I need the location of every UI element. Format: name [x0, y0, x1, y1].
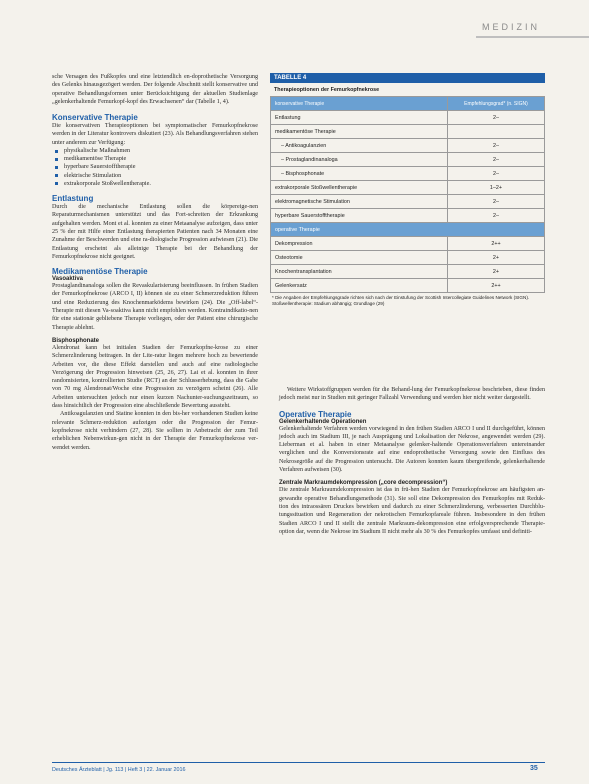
table-row: elektromagnetische Stimulation 2– — [271, 195, 545, 209]
vasoaktiva-paragraph: Prostaglandinanaloga sollen die Revaskularisierung beeinflussen. In frühen Stadien der Femurkopfnekrose (ARCO I, II) können sie zu einer Schmerzreduktion führen und eine Reduzierung des Knochenmarködems bewirken (24). Die „Off-label“-Therapie mit diesen Va-soaktiva kann nicht empfohlen werden. Kontraindikatio-nen für eine stationär gebliebene Therapie vorliegen, oder der Patient eine chirurgische Therapie ablehnt. — [52, 283, 258, 331]
subheading-zentrale-markraumdekompression: Zentrale Markraumdekompression („core decompression“) — [279, 480, 448, 487]
list-item: extrakorporale Stoßwellentherapie. — [52, 180, 258, 188]
table-row: medikamentöse Therapie — [271, 125, 545, 139]
table-row: – Prostaglandinanaloga 2– — [271, 153, 545, 167]
subheading-gelenkerhaltende-operationen: Gelenkerhaltende Operationen — [279, 418, 367, 425]
page-number: 35 — [530, 765, 538, 772]
markraumdekompression-paragraph: Die zentrale Markraumdekompression ist das in frü-hen Stadien der Femurkopfnekrose am häufigsten an-gewandte operative Behandlungsmethode (31). Sie soll eine Dekompression des Femurkopfes mit Reduk-tion des intraossären Druckes bewirken und dadurch zu einer Schmerzlinderung, verbesserten Durchblu-tungssituation und Regeneration der nekrotischen Femurkopfareale führen. Insbesondere in den frühen Stadien ARCO I und II stellt die zentrale Markraum-dekompression eine erfolgversprechende Therapie-option dar, wenn die Nekrose im Stadium II nicht mehr als 30 % des Femurkopfes umfasst und definiti- — [279, 487, 545, 535]
heading-konservative-therapie: Konservative Therapie — [52, 113, 138, 123]
table-header-row — [271, 97, 545, 111]
list-item: hyperbare Sauerstofftherapie — [52, 163, 258, 171]
intro-paragraph: sche Versagen des Fußkopfes und eine letztendlich en-doprothetische Versorgung des Gelenks hinausgezögert werden. Der folgende Abschnitt stellt konservative und operative Behandlungsformen unter Berücksichtigung der aktuellen Studienlage „gelenkerhaltende Femurkopf-kopf des Erwachsenen“ dar (Tabelle 1, 4). — [52, 74, 258, 105]
entlastung-paragraph: Durch die mechanische Entlastung sollen die körpereige-nen Reparaturmechanismen unterstützt und das Fort-schreiten der Erkrankung aufgehalten werden. Mont et al. konnten zu einer Metaanalyse aufzeigen, dass unter 25 % der mit Hilfe einer Entlastung therapierten Patienten nach 34 Monaten eine Zunahme der Beschwerden und eine ra-diologische Progression aufwiesen (21). Die Entlastung erscheint als alleinige Therapie bei der Behandlung der Femurkopfnekrose nicht geeignet. — [52, 204, 258, 260]
table-row: Gelenkersatz 2++ — [271, 279, 545, 293]
list-item: elektrische Stimulation — [52, 172, 258, 180]
gelenkerhaltend-paragraph: Gelenkerhaltende Verfahren werden vorwiegend in den frühen Stadien ARCO I und II durchgeführt, können jedoch auch im Stadium III, je nach Ausprägung und Lokalisation der Nekrose, angewendet werden (29). Lieberman et al. haben in einer Metaanalyse gelenker-haltende Operationsverfahren untereinander verglichen und die Konversionsrate auf eine endoprothetische Versorgung sowie den Einfluss des Nekrosegröße auf die Progression untersucht. Die Autoren konnten kaum übergreifende, gelenkerhaltende Verfahren aufweisen (30). — [279, 425, 545, 474]
footer-rule — [52, 762, 545, 763]
section-header: MEDIZIN — [482, 22, 540, 32]
table-row: Dekompression 2++ — [271, 237, 545, 251]
header-rule — [476, 36, 589, 38]
heading-entlastung: Entlastung — [52, 194, 94, 204]
list-item: physikalische Maßnahmen — [52, 147, 258, 155]
right-intro-paragraph: Weitere Wirkstoffgruppen werden für die Behand-lung der Femurkopfnekrose beschrieben, diese finden jedoch meist nur in Studien mit geringer Fallzahl Verwendung und werden hier nicht weiter dargestellt. — [279, 387, 545, 402]
table-section-row: operative Therapie — [271, 223, 545, 237]
bisphosphonate-paragraph: Alendronat kann bei initialen Stadien der Femurkopfne-krose zu einer Schmerzlinderung beitragen. In der Lite-ratur liegen mehrere hoch zu bewertende Arbeiten vor, die diese Effekt darstellen und auch auf eine radiologische Verzögerung der Progression hinweisen (25, 26, 27). Lai et al. konnten in ihrer randomisierten, kontrollierten Studie (RCT) an der Schlusserhebung, dass die Gabe von 70 mg Alendronat/Woche eine Progression zu verzögern scheint (26). Alle Arbeiten untersuchten jedoch nur einen kurzen Nachunter-suchungszeitraum, so dass hinsichtlich der Progression eine abschließende Bewertung aussteht. — [52, 344, 258, 410]
table-row: – Antikoagulanzien 2– — [271, 139, 545, 153]
subheading-bisphosphonate: Bisphosphonate — [52, 337, 100, 344]
list-item: medikamentöse Therapie — [52, 155, 258, 163]
column-header-grade: Empfehlungsgrad* (n. SIGN) — [448, 97, 545, 111]
column-header-therapy: konservative Therapie — [271, 97, 448, 111]
table-row: extrakorporale Stoßwellentherapie 1–2+ — [271, 181, 545, 195]
subheading-vasoaktiva: Vasoaktiva — [52, 276, 84, 283]
table-subtitle: Therapieoptionen der Femurkopfnekrose — [274, 87, 380, 93]
table-therapieoptionen — [270, 73, 545, 309]
heading-operative-therapie: Operative Therapie — [279, 409, 352, 419]
antikoagulanzien-paragraph: Antikoagulanzien und Statine konnten in den bis-her vorhandenen Studien keine relevante Schmerz-reduktion aufzeigen oder die Progression der Femur-kopfnekrose nicht verhindern (27, 28). Sie sollten in Anbetracht der zum Teil erheblichen Nebenwirkun-gen nicht in der Therapie der Femurkopfnekrose ver-wendet werden. — [52, 411, 258, 451]
table-footnote: * Die Angaben der Empfehlungsgrade richten sich nach der Einstufung der Scottish Intercollegiate Guidelines Network (SIGN). Stoßwellentherapie: Stadium abhängig; Grundlage (29) — [272, 295, 530, 306]
footer-journal: Deutsches Ärzteblatt | Jg. 113 | Heft 3 | 22. Januar 2016 — [52, 767, 186, 773]
right-column — [279, 386, 545, 536]
therapy-bullet-list — [52, 147, 258, 188]
heading-medikamentoese-therapie: Medikamentöse Therapie — [52, 267, 148, 277]
table-row: – Bisphosphonate 2– — [271, 167, 545, 181]
konservative-paragraph: Die konservativen Therapieoptionen bei symptomatischer Femurkopfnekrose werden in der Literatur kontrovers diskutiert (23). Als Behandlungsverfahren stehen unter anderem zur Verfügung: — [52, 123, 258, 146]
table-row: Entlastung 2– — [271, 111, 545, 125]
table-caption: TABELLE 4 — [270, 73, 545, 83]
table-row: Osteotomie 2+ — [271, 251, 545, 265]
therapy-table — [270, 96, 545, 293]
table-row: hyperbare Sauerstofftherapie 2– — [271, 209, 545, 223]
left-column — [52, 73, 258, 452]
table-row: Knochentransplantation 2+ — [271, 265, 545, 279]
